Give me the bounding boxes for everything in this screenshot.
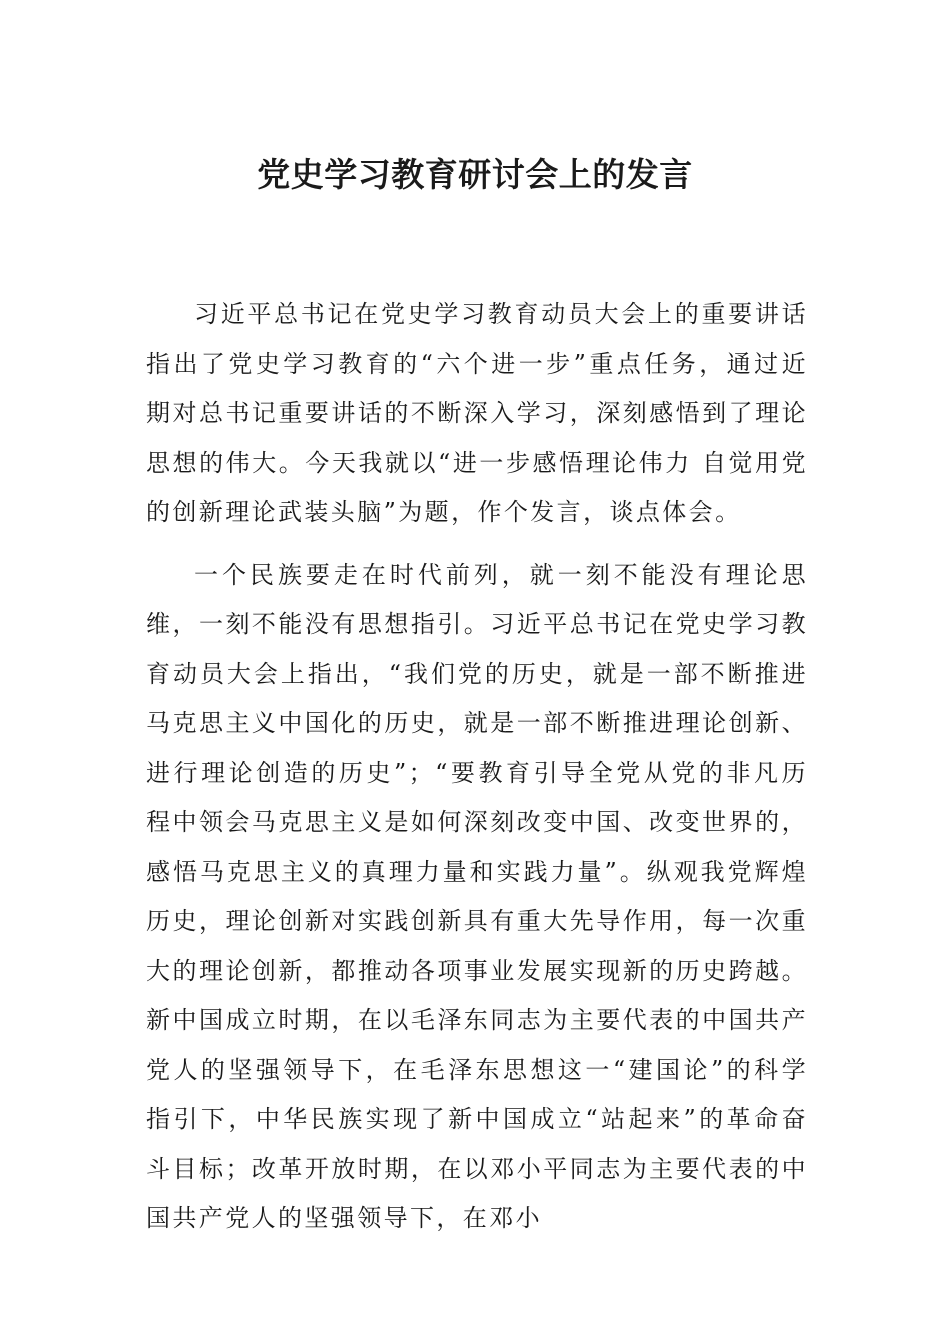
document-body <box>146 290 808 1257</box>
paragraph-1: 习近平总书记在党史学习教育动员大会上的重要讲话指出了党史学习教育的“六个进一步”重点任务，通过近期对总书记重要讲话的不断深入学习，深刻感悟到了理论思想的伟大。今天我就以“进一步感悟理论伟力 自觉用党的创新理论武装头脑”为题，作个发言，谈点体会。 <box>146 300 808 526</box>
document-title: 党史学习教育研讨会上的发言 <box>257 155 693 194</box>
paragraph-2: 一个民族要走在时代前列，就一刻不能没有理论思维，一刻不能没有思想指引。习近平总书记在党史学习教育动员大会上指出，“我们党的历史，就是一部不断推进马克思主义中国化的历史，就是一部不断推进理论创新、进行理论创造的历史”；“要教育引导全党从党的非凡历程中领会马克思主义是如何深刻改变中国、改变世界的，感悟马克思主义的真理力量和实践力量”。纵观我党辉煌历史，理论创新对实践创新具有重大先导作用，每一次重大的理论创新，都推动各项事业发展实现新的历史跨越。新中国成立时期，在以毛泽东同志为主要代表的中国共产党人的坚强领导下，在毛泽东思想这一“建国论”的科学指引下，中华民族实现了新中国成立“站起来”的革命奋斗目标；改革开放时期，在以邓小平同志为主要代表的中国共产党人的坚强领导下，在邓小 <box>146 560 808 1232</box>
